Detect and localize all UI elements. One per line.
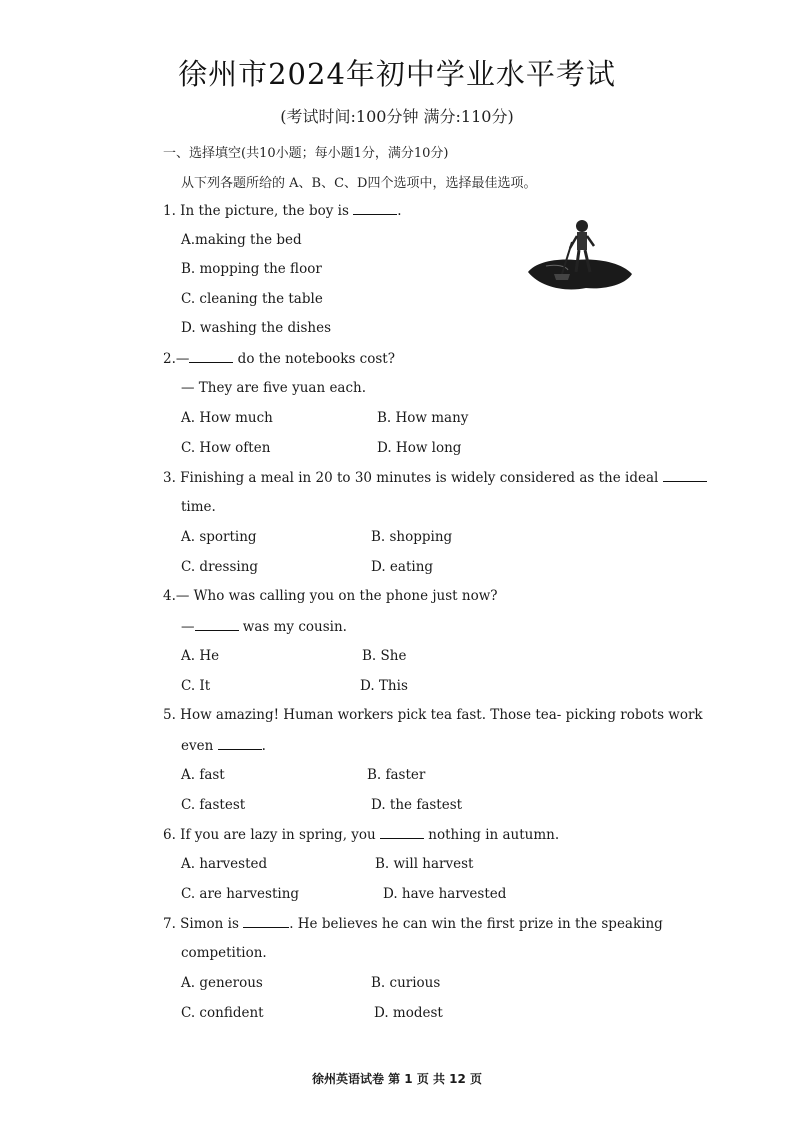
exam-title: 徐州市2024年初中学业水平考试 <box>178 57 616 91</box>
exam-subtitle: (考试时间:100分钟 满分:110分) <box>280 107 514 126</box>
question-4-option-c[interactable]: C. It <box>181 678 211 694</box>
question-4-option-d[interactable]: D. This <box>360 678 408 694</box>
question-1-text-end: . <box>397 203 402 219</box>
question-4-option-b[interactable]: B. She <box>362 648 407 664</box>
question-5-option-b[interactable]: B. faster <box>367 767 426 783</box>
question-3-text: 3. Finishing a meal in 20 to 30 minutes is widely considered as the ideal <box>163 470 663 486</box>
question-5-option-c[interactable]: C. fastest <box>181 797 246 813</box>
question-2-option-d[interactable]: D. How long <box>377 440 462 456</box>
question-2-option-b[interactable]: B. How many <box>377 410 469 426</box>
question-2-option-c[interactable]: C. How often <box>181 440 271 456</box>
question-2-blank <box>189 350 233 363</box>
question-1-stem <box>163 202 401 219</box>
question-1-text: 1. In the picture, the boy is <box>163 203 354 219</box>
section-heading: 一、选择填空(共10小题；每小题1分，满分10分) <box>163 146 449 161</box>
question-6-text-end: nothing in autumn. <box>424 827 560 843</box>
boy-mopping-floor-illustration <box>526 214 636 294</box>
question-2-stem <box>163 350 395 367</box>
question-4-reply <box>181 618 347 635</box>
question-6-stem <box>163 826 559 843</box>
question-3-option-c[interactable]: C. dressing <box>181 559 259 575</box>
question-5-cont-text: even <box>181 738 218 754</box>
question-2-option-a[interactable]: A. How much <box>181 410 273 426</box>
page-footer: 徐州英语试卷 第 1 页 共 12 页 <box>311 1072 483 1086</box>
question-7-blank <box>243 915 289 928</box>
question-5-stem-cont <box>181 737 266 754</box>
question-5-option-d[interactable]: D. the fastest <box>371 797 463 813</box>
question-6-text: 6. If you are lazy in spring, you <box>163 827 381 843</box>
question-4-blank <box>195 618 239 631</box>
question-1-option-d[interactable]: D. washing the dishes <box>181 320 331 336</box>
question-6-option-d[interactable]: D. have harvested <box>383 886 507 902</box>
question-7-stem <box>163 915 663 932</box>
question-6-option-a[interactable]: A. harvested <box>181 856 268 872</box>
question-5-option-a[interactable]: A. fast <box>181 767 225 783</box>
question-6-blank <box>380 826 424 839</box>
section-instruction: 从下列各题所给的 A、B、C、D四个选项中，选择最佳选项。 <box>181 176 537 191</box>
question-2-text-end: do the notebooks cost? <box>233 351 395 367</box>
question-7-text: 7. Simon is <box>163 916 244 932</box>
question-7-option-d[interactable]: D. modest <box>374 1005 443 1021</box>
question-1-blank <box>353 202 397 215</box>
question-7-option-a[interactable]: A. generous <box>181 975 263 991</box>
question-7-option-c[interactable]: C. confident <box>181 1005 264 1021</box>
question-3-option-a[interactable]: A. sporting <box>181 529 257 545</box>
question-4-option-a[interactable]: A. He <box>181 648 220 664</box>
question-5-stem: 5. How amazing! Human workers pick tea fast. Those tea- picking robots work <box>163 707 703 723</box>
question-7-stem-cont: competition. <box>181 945 267 961</box>
question-1-option-a[interactable]: A.making the bed <box>181 232 302 248</box>
question-2-text: 2.— <box>163 351 190 367</box>
question-6-option-c[interactable]: C. are harvesting <box>181 886 300 902</box>
question-1-option-c[interactable]: C. cleaning the table <box>181 291 323 307</box>
question-3-option-d[interactable]: D. eating <box>371 559 434 575</box>
question-7-text-end: . He believes he can win the first prize in the speaking <box>289 916 663 932</box>
question-3-stem-cont: time. <box>181 499 216 515</box>
question-2-reply: — They are five yuan each. <box>181 380 367 396</box>
question-5-cont-end: . <box>261 738 266 754</box>
question-3-blank <box>663 469 707 482</box>
question-3-option-b[interactable]: B. shopping <box>371 529 453 545</box>
question-4-stem: 4.— Who was calling you on the phone just now? <box>163 588 498 604</box>
question-5-blank <box>218 737 262 750</box>
question-4-reply-dash: — <box>181 619 195 635</box>
question-1-option-b[interactable]: B. mopping the floor <box>181 261 322 277</box>
question-4-reply-text: was my cousin. <box>238 619 347 635</box>
question-3-stem <box>163 469 707 486</box>
question-6-option-b[interactable]: B. will harvest <box>375 856 474 872</box>
question-7-option-b[interactable]: B. curious <box>371 975 441 991</box>
